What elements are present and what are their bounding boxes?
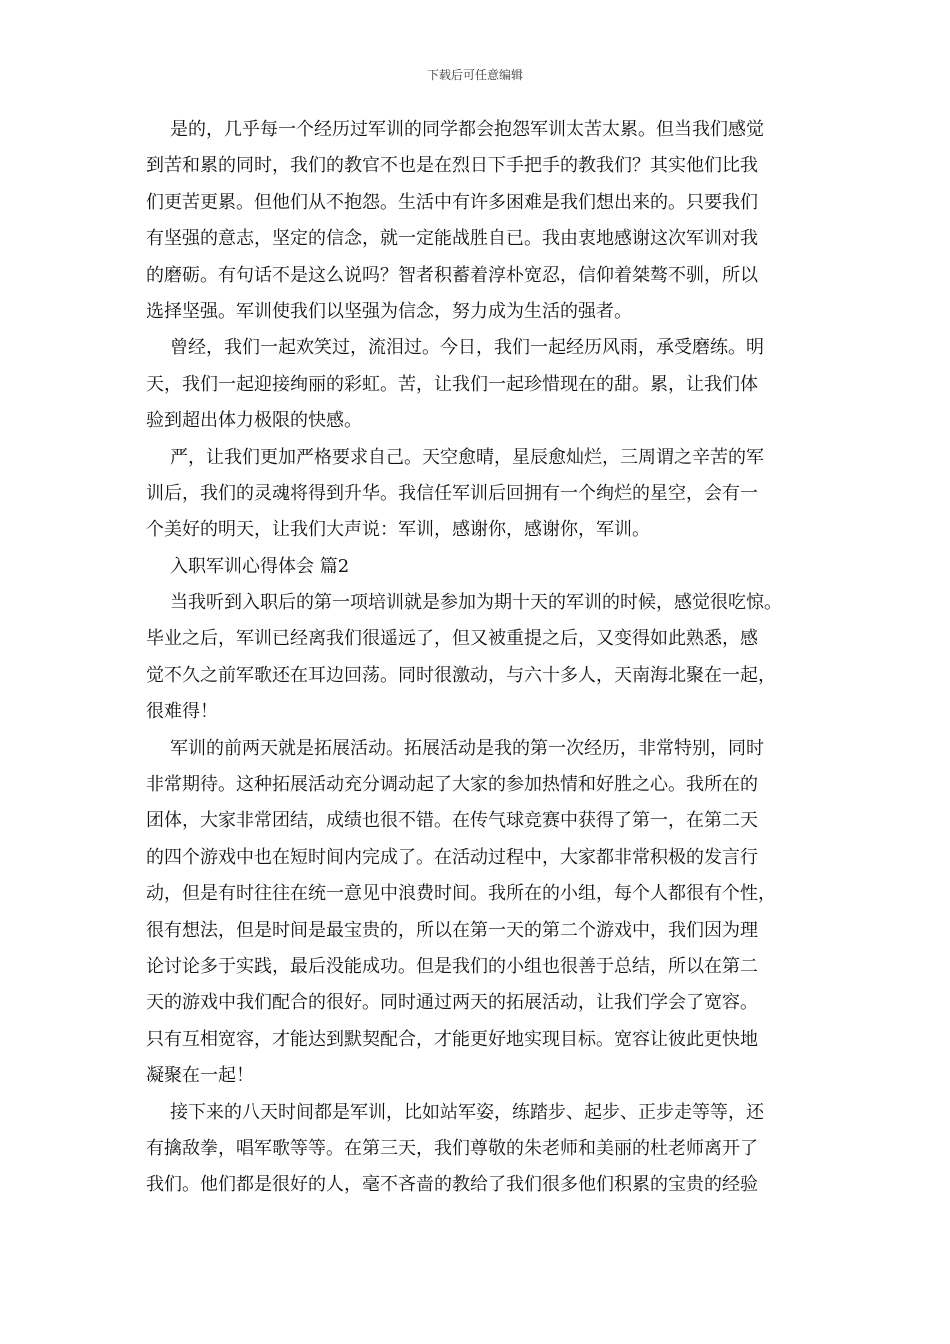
text-line: 团体，大家非常团结，成绩也很不错。在传气球竞赛中获得了第一，在第二天	[146, 810, 758, 832]
text-line: 觉不久之前军歌还在耳边回荡。同时很激动，与六十多人，天南海北聚在一起，	[146, 664, 776, 686]
text-line: 很有想法，但是时间是最宝贵的，所以在第一天的第二个游戏中，我们因为理	[146, 919, 758, 941]
text-line: 的四个游戏中也在短时间内完成了。在活动过程中，大家都非常积极的发言行	[146, 846, 758, 868]
paragraph	[146, 330, 814, 439]
text-line: 们更苦更累。但他们从不抱怨。生活中有许多困难是我们想出来的。只要我们	[146, 191, 758, 213]
paragraph	[146, 731, 814, 1095]
text-line: 入职军训心得体会 篇2	[170, 555, 350, 577]
text-line: 天的游戏中我们配合的很好。同时通过两天的拓展活动，让我们学会了宽容。	[146, 992, 758, 1014]
page-header: 下载后可任意编辑	[426, 68, 523, 82]
text-line: 有坚强的意志，坚定的信念，就一定能战胜自已。我由衷地感谢这次军训对我	[146, 228, 758, 250]
text-line: 严，让我们更加严格要求自己。天空愈晴，星辰愈灿烂，三周谓之辛苦的军	[170, 446, 764, 468]
text-line: 选择坚强。军训使我们以坚强为信念，努力成为生活的强者。	[146, 300, 632, 322]
text-line: 训后，我们的灵魂将得到升华。我信任军训后回拥有一个绚烂的星空，会有一	[146, 482, 758, 504]
text-line: 验到超出体力极限的快感。	[146, 410, 362, 432]
section-heading	[146, 549, 814, 585]
paragraph	[146, 440, 814, 549]
text-line: 论讨论多于实践，最后没能成功。但是我们的小组也很善于总结，所以在第二	[146, 955, 758, 977]
text-line: 当我听到入职后的第一项培训就是参加为期十天的军训的时候，感觉很吃惊。	[170, 592, 782, 614]
text-line: 毕业之后，军训已经离我们很遥远了，但又被重提之后，又变得如此熟悉，感	[146, 628, 758, 650]
text-line: 凝聚在一起！	[146, 1065, 254, 1087]
paragraph	[146, 585, 814, 731]
text-line: 动，但是有时往往在统一意见中浪费时间。我所在的小组，每个人都很有个性，	[146, 883, 776, 905]
text-line: 的磨砺。有句话不是这么说吗？智者积蓄着淳朴宽忍，信仰着桀骜不驯，所以	[146, 264, 758, 286]
text-line: 非常期待。这种拓展活动充分调动起了大家的参加热情和好胜之心。我所在的	[146, 774, 758, 796]
paragraph	[146, 1095, 814, 1204]
text-line: 曾经，我们一起欢笑过，流泪过。今日，我们一起经历风雨，承受磨练。明	[170, 337, 764, 359]
text-line: 军训的前两天就是拓展活动。拓展活动是我的第一次经历，非常特别，同时	[170, 737, 764, 759]
text-line: 很难得！	[146, 701, 218, 723]
document-body	[146, 112, 814, 1204]
text-line: 有擒敌拳，唱军歌等等。在第三天，我们尊敬的朱老师和美丽的杜老师离开了	[146, 1137, 758, 1159]
text-line: 只有互相宽容，才能达到默契配合，才能更好地实现目标。宽容让彼此更快地	[146, 1028, 758, 1050]
text-line: 个美好的明天，让我们大声说：军训，感谢你，感谢你，军训。	[146, 519, 650, 541]
text-line: 接下来的八天时间都是军训，比如站军姿，练踏步、起步、正步走等等，还	[170, 1101, 764, 1123]
paragraph	[146, 112, 814, 330]
text-line: 是的，几乎每一个经历过军训的同学都会抱怨军训太苦太累。但当我们感觉	[170, 119, 764, 140]
text-line: 到苦和累的同时，我们的教官不也是在烈日下手把手的教我们？其实他们比我	[146, 155, 758, 177]
text-line: 天，我们一起迎接绚丽的彩虹。苦，让我们一起珍惜现在的甜。累，让我们体	[146, 373, 758, 395]
text-line: 我们。他们都是很好的人，毫不吝啬的教给了我们很多他们积累的宝贵的经验	[146, 1174, 758, 1196]
